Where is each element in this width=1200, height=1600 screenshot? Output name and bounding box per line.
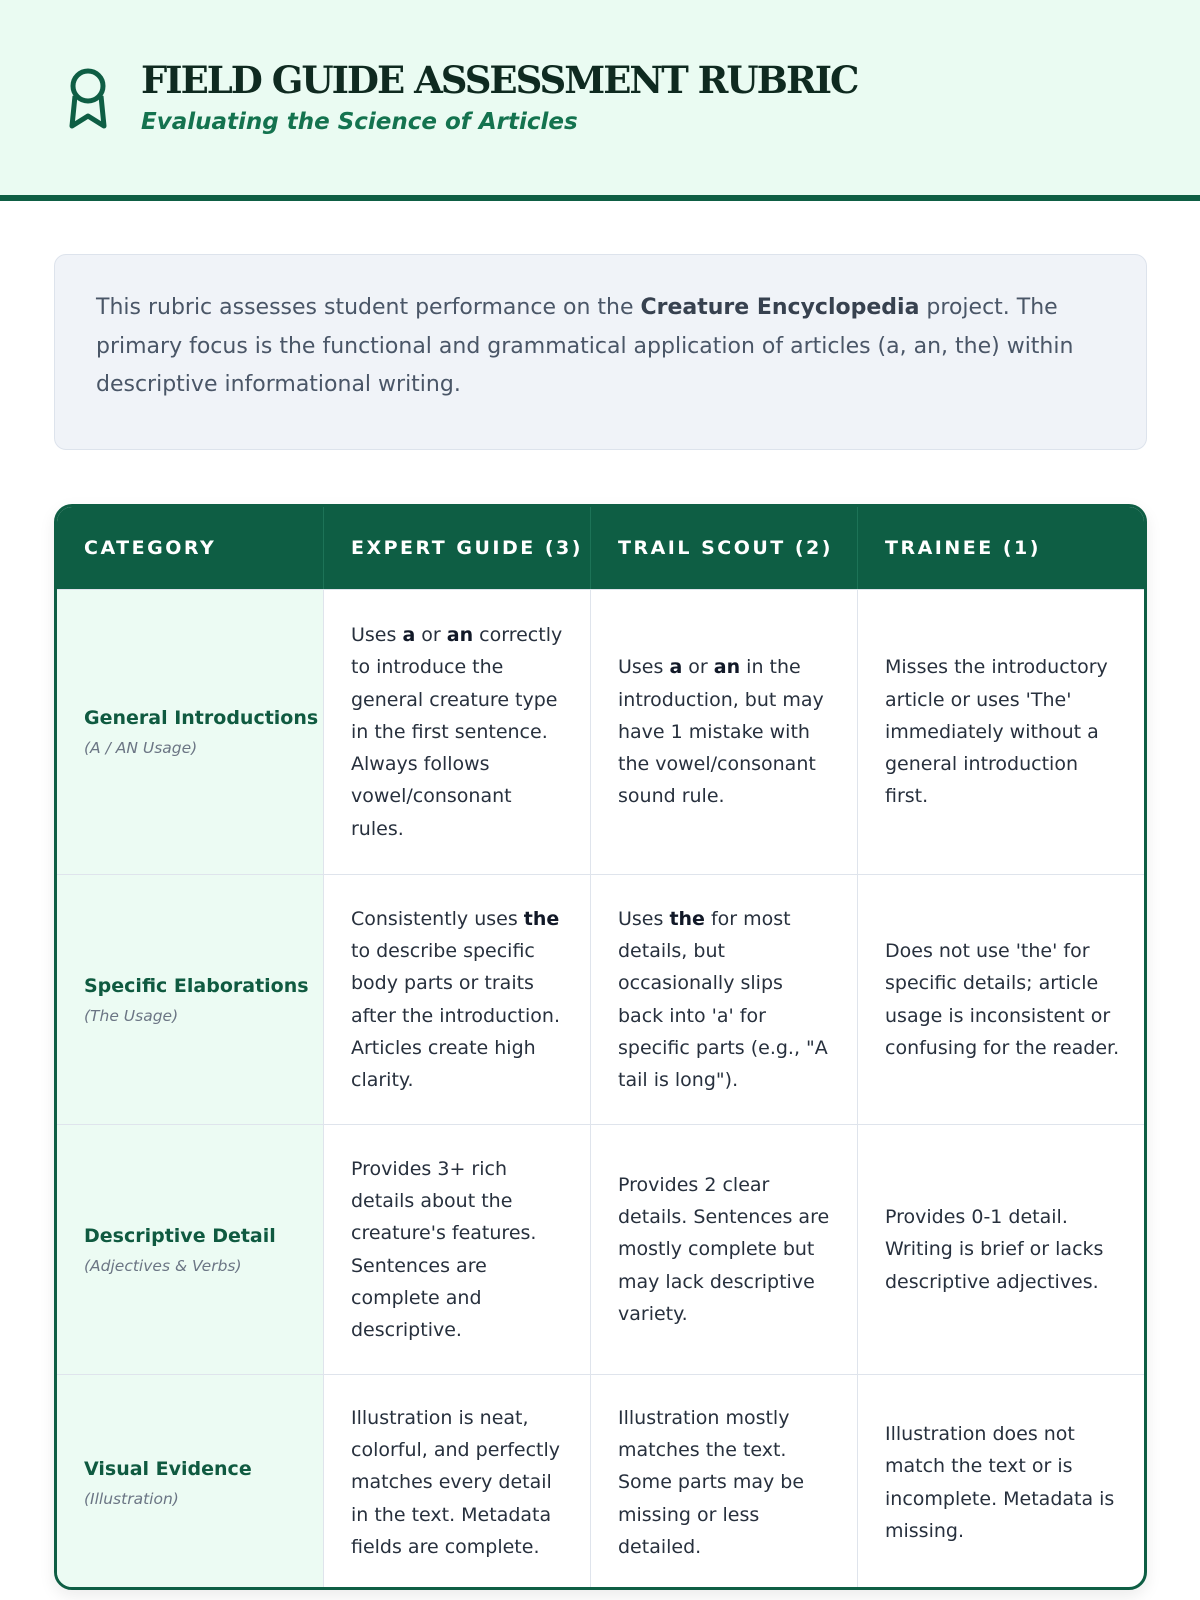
text-run: or xyxy=(682,656,714,679)
header-trail-scout: TRAIL SCOUT (2) xyxy=(591,507,858,589)
table-row xyxy=(57,874,1144,1124)
category-cell xyxy=(57,1375,324,1590)
expert-description xyxy=(351,1153,564,1347)
scout-description xyxy=(618,651,831,812)
intro-project-name: Creature Encyclopedia xyxy=(640,295,920,320)
text-run: Uses xyxy=(618,656,670,679)
category-title: General Introductions xyxy=(84,707,319,729)
text-run: Misses the introductory article or uses 'The' immediately without a general introduction first. xyxy=(885,656,1108,808)
text-run: Illustration does not match the text or is incomplete. Metadata is missing. xyxy=(885,1422,1115,1542)
category-subtitle: (Illustration) xyxy=(84,1489,179,1508)
expert-cell xyxy=(324,875,591,1124)
trainee-cell xyxy=(858,875,1147,1124)
intro-box xyxy=(54,254,1147,450)
scout-description xyxy=(618,1169,831,1330)
bold-term: a xyxy=(402,623,416,646)
scout-cell xyxy=(591,1125,858,1374)
intro-text-before: This rubric assesses student performance on the xyxy=(96,295,641,320)
category-cell xyxy=(57,590,324,874)
text-run: Consistently uses xyxy=(351,907,524,930)
page-title: FIELD GUIDE ASSESSMENT RUBRIC xyxy=(141,58,858,102)
expert-cell xyxy=(324,1125,591,1374)
text-run: to describe specific body parts or traits after the introduction. Articles create high clarity. xyxy=(351,939,560,1092)
intro-text-after: project. The primary focus is the functional and grammatical application of articles (a, an, the) within descriptive informational writing. xyxy=(96,295,1074,397)
page-header xyxy=(0,0,1200,201)
category-title: Visual Evidence xyxy=(84,1457,252,1480)
scout-description xyxy=(618,903,831,1097)
trainee-cell xyxy=(858,1125,1147,1374)
table-row xyxy=(57,589,1144,874)
trainee-description xyxy=(885,935,1121,1064)
trainee-cell xyxy=(858,590,1147,874)
text-run: Provides 3+ rich details about the creature's features. Sentences are complete and descriptive. xyxy=(351,1157,537,1342)
expert-cell xyxy=(324,590,591,874)
text-run: correctly to introduce the general creature type in the first sentence. Always follows vowel/consonant rules. xyxy=(351,623,563,840)
text-run: Provides 2 clear details. Sentences are mostly complete but may lack descriptive variety. xyxy=(618,1173,830,1325)
trainee-cell xyxy=(858,1375,1147,1590)
text-run: Does not use 'the' for specific details; article usage is inconsistent or confusing for the reader. xyxy=(885,939,1120,1059)
bold-term: an xyxy=(713,656,741,679)
text-run: Uses xyxy=(618,907,670,930)
trainee-description xyxy=(885,651,1121,812)
category-subtitle: (A / AN Usage) xyxy=(84,739,198,757)
category-cell xyxy=(57,1125,324,1374)
table-row xyxy=(57,1374,1144,1590)
bold-term: an xyxy=(446,623,474,646)
category-title: Descriptive Detail xyxy=(84,1224,276,1247)
header-expert-guide: EXPERT GUIDE (3) xyxy=(324,507,591,589)
rubric-table xyxy=(54,504,1147,1590)
category-cell xyxy=(57,875,324,1124)
bold-term: the xyxy=(669,907,705,930)
trainee-description xyxy=(885,1418,1121,1547)
trainee-description xyxy=(885,1201,1121,1298)
expert-cell xyxy=(324,1375,591,1590)
text-run: for most details, but occasionally slips back into 'a' for specific parts (e.g., "A tail is long"). xyxy=(618,907,828,1092)
expert-description xyxy=(351,1402,564,1563)
scout-cell xyxy=(591,590,858,874)
text-run: or xyxy=(415,623,447,646)
table-row xyxy=(57,1124,1144,1374)
scout-cell xyxy=(591,875,858,1124)
category-subtitle: (The Usage) xyxy=(84,1006,179,1025)
header-trainee: TRAINEE (1) xyxy=(885,537,1041,559)
scout-cell xyxy=(591,1375,858,1590)
category-title: Specific Elaborations xyxy=(84,974,309,997)
scout-description xyxy=(618,1402,831,1563)
page-subtitle: Evaluating the Science of Articles xyxy=(141,109,578,135)
text-run: Illustration is neat, colorful, and perfectly matches every detail in the text. Metadata fields are complete. xyxy=(351,1406,561,1558)
text-run: in the introduction, but may have 1 mistake with the vowel/consonant sound rule. xyxy=(618,656,824,808)
header-category: CATEGORY xyxy=(57,507,324,589)
category-subtitle: (Adjectives & Verbs) xyxy=(84,1256,242,1275)
text-run: Provides 0-1 detail. Writing is brief or lacks descriptive adjectives. xyxy=(885,1206,1104,1293)
expert-description xyxy=(351,903,564,1097)
expert-description xyxy=(351,619,564,845)
award-ribbon-icon xyxy=(66,66,110,132)
bold-term: a xyxy=(669,656,683,679)
text-run: Illustration mostly matches the text. Some parts may be missing or less detailed. xyxy=(618,1406,805,1558)
table-header-row xyxy=(57,507,1144,589)
bold-term: the xyxy=(523,907,560,930)
text-run: Uses xyxy=(351,623,403,646)
